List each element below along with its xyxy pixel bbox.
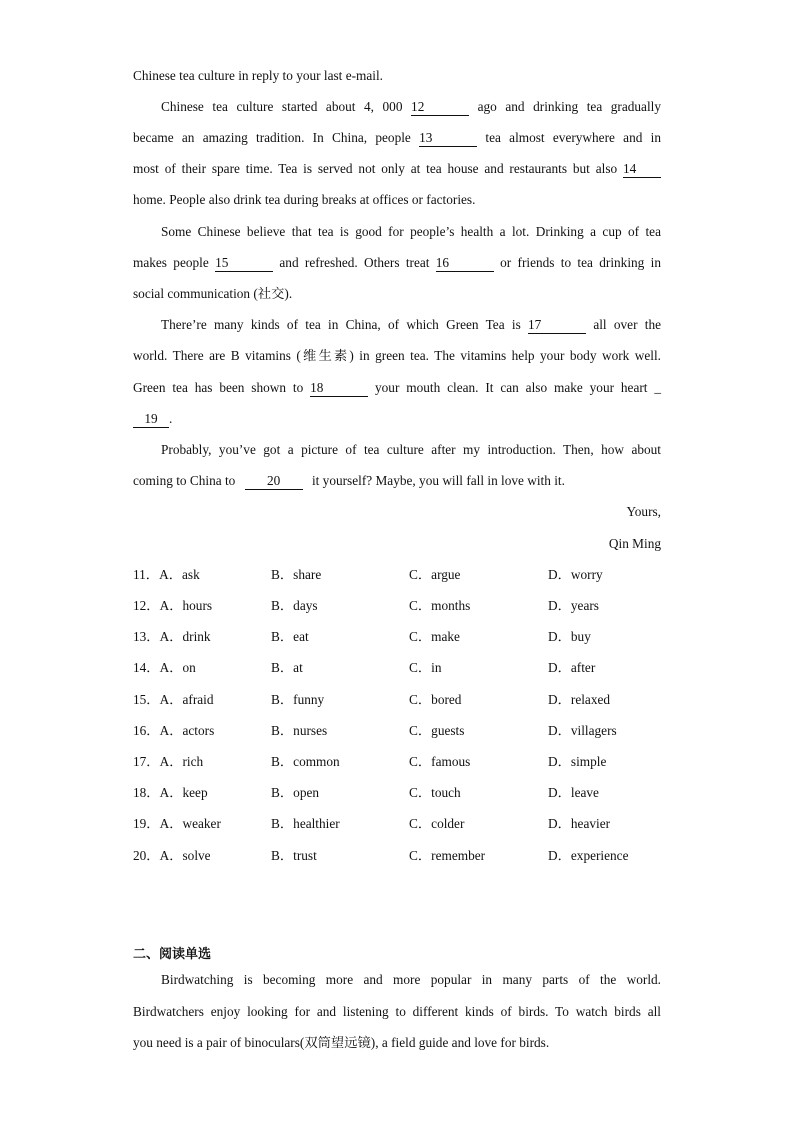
passage-line	[133, 1002, 661, 1022]
option-a[interactable]: A．actors	[159, 723, 215, 738]
passage-text: your mouth clean. It can also make your heart _	[375, 380, 661, 395]
section-heading: 二、阅读单选	[133, 947, 212, 962]
question-number: 20．A．solve	[133, 848, 211, 863]
passage-line	[133, 222, 661, 242]
option-a[interactable]: A．hours	[159, 598, 213, 613]
option-b[interactable]: B．days	[271, 598, 318, 613]
question-number: 18．A．keep	[133, 785, 208, 800]
option-c[interactable]: C．colder	[409, 816, 465, 831]
passage-text: Probably, you’ve got a picture of tea culture after my introduction. Then, how about	[161, 442, 661, 457]
passage-line	[133, 253, 661, 273]
option-d[interactable]: D．experience	[548, 848, 629, 863]
blank-18[interactable]: 18	[310, 380, 368, 397]
option-a[interactable]: A．ask	[159, 567, 200, 582]
option-a[interactable]: A．on	[159, 660, 196, 675]
option-d[interactable]: D．leave	[548, 785, 599, 800]
question-row	[133, 627, 673, 647]
question-number: 16．A．actors	[133, 723, 215, 738]
option-d[interactable]: D．heavier	[548, 816, 611, 831]
passage-text: all over the	[593, 317, 662, 332]
passage-line	[133, 97, 661, 117]
passage-text: became an amazing tradition. In China, people	[133, 130, 411, 145]
passage-line	[133, 128, 661, 148]
blank-20[interactable]: 20	[245, 473, 303, 490]
option-d[interactable]: D．buy	[548, 629, 591, 644]
option-b[interactable]: B．common	[271, 754, 340, 769]
option-c[interactable]: C．remember	[409, 848, 486, 863]
option-a[interactable]: A．keep	[159, 785, 208, 800]
option-c[interactable]: C．months	[409, 598, 471, 613]
passage-line	[133, 190, 661, 210]
option-d[interactable]: D．relaxed	[548, 692, 611, 707]
question-row	[133, 752, 673, 772]
option-b[interactable]: B．healthier	[271, 816, 340, 831]
option-c[interactable]: C．touch	[409, 785, 461, 800]
question-number: 14．A．on	[133, 660, 196, 675]
passage-text: makes people	[133, 255, 209, 270]
option-a[interactable]: A．drink	[159, 629, 211, 644]
passage-text: Green tea has been shown to	[133, 380, 304, 395]
passage-text: .	[169, 411, 173, 426]
passage-text: you need is a pair of binoculars(双筒望远镜), a field guide and love for birds.	[133, 1035, 550, 1050]
option-b[interactable]: B．funny	[271, 692, 325, 707]
question-row	[133, 721, 673, 741]
option-c[interactable]: C．guests	[409, 723, 465, 738]
passage-line	[133, 970, 661, 990]
option-b[interactable]: B．eat	[271, 629, 309, 644]
blank-16[interactable]: 16	[436, 255, 494, 272]
blank-12[interactable]: 12	[411, 99, 469, 116]
option-d[interactable]: D．simple	[548, 754, 607, 769]
passage-text: and refreshed. Others treat	[279, 255, 430, 270]
passage-text: There’re many kinds of tea in China, of which Green Tea is	[161, 317, 521, 332]
option-c[interactable]: C．bored	[409, 692, 462, 707]
question-number: 17．A．rich	[133, 754, 204, 769]
passage-text: or friends to tea drinking in	[500, 255, 661, 270]
blank-19[interactable]: 19	[133, 411, 169, 428]
passage-text: it yourself? Maybe, you will fall in love with it.	[311, 473, 565, 488]
passage-line	[133, 315, 661, 335]
passage-text: Birdwatching is becoming more and more popular in many parts of the world.	[161, 972, 661, 987]
passage-text: home. People also drink tea during breaks at offices or factories.	[133, 192, 476, 207]
option-b[interactable]: B．nurses	[271, 723, 328, 738]
question-number: 15．A．afraid	[133, 692, 214, 707]
question-row	[133, 814, 673, 834]
passage-line	[133, 284, 661, 304]
option-d[interactable]: D．years	[548, 598, 599, 613]
passage-text: world. There are B vitamins (维生素) in green tea. The vitamins help your body work well.	[133, 348, 661, 363]
option-c[interactable]: C．in	[409, 660, 442, 675]
option-b[interactable]: B．open	[271, 785, 320, 800]
question-row	[133, 658, 673, 678]
passage-line	[133, 1033, 661, 1053]
question-number: 13．A．drink	[133, 629, 211, 644]
passage-line	[133, 471, 661, 491]
passage-text: Chinese tea culture started about 4, 000	[161, 99, 403, 114]
option-a[interactable]: A．solve	[159, 848, 211, 863]
option-a[interactable]: A．afraid	[159, 692, 214, 707]
question-number: 11．A．ask	[133, 567, 200, 582]
option-c[interactable]: C．argue	[409, 567, 461, 582]
passage-line	[133, 440, 661, 460]
passage-text: tea almost everywhere and in	[485, 130, 661, 145]
blank-13[interactable]: 13	[419, 130, 477, 147]
passage-text: ago and drinking tea gradually	[477, 99, 661, 114]
option-a[interactable]: A．weaker	[159, 816, 221, 831]
question-row	[133, 690, 673, 710]
blank-14[interactable]: 14	[623, 161, 661, 178]
question-number: 12．A．hours	[133, 598, 213, 613]
option-b[interactable]: B．trust	[271, 848, 317, 863]
option-b[interactable]: B．at	[271, 660, 303, 675]
question-row	[133, 846, 673, 866]
closing: Yours,	[626, 504, 661, 519]
passage-text: Birdwatchers enjoy looking for and listening to different kinds of birds. To watch birds all	[133, 1004, 661, 1019]
passage-line	[133, 346, 661, 366]
option-b[interactable]: B．share	[271, 567, 322, 582]
passage-text: most of their spare time. Tea is served not only at tea house and restaurants but also	[133, 161, 618, 176]
option-c[interactable]: C．famous	[409, 754, 471, 769]
signature: Qin Ming	[608, 536, 661, 551]
question-row	[133, 596, 673, 616]
passage-text: Chinese tea culture in reply to your last e-mail.	[133, 68, 383, 83]
passage-text: social communication (社交).	[133, 286, 293, 301]
passage-line	[133, 159, 661, 179]
option-c[interactable]: C．make	[409, 629, 460, 644]
passage-line	[133, 378, 661, 398]
passage-line	[133, 409, 661, 429]
question-row	[133, 783, 673, 803]
question-number: 19．A．weaker	[133, 816, 221, 831]
option-d[interactable]: D．after	[548, 660, 596, 675]
option-d[interactable]: D．worry	[548, 567, 603, 582]
passage-line	[133, 66, 661, 86]
option-d[interactable]: D．villagers	[548, 723, 617, 738]
option-a[interactable]: A．rich	[159, 754, 204, 769]
blank-17[interactable]: 17	[528, 317, 586, 334]
passage-text: Some Chinese believe that tea is good for people’s health a lot. Drinking a cup of tea	[161, 224, 661, 239]
question-row	[133, 565, 673, 585]
blank-15[interactable]: 15	[215, 255, 273, 272]
passage-text: coming to China to	[133, 473, 236, 488]
